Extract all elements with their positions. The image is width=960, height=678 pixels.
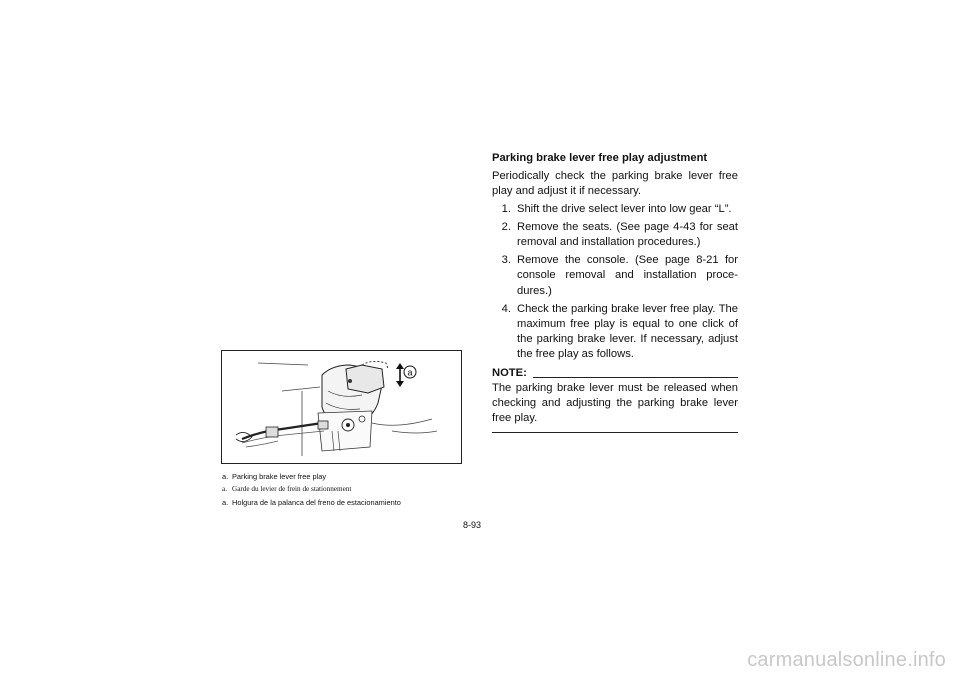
note-end-rule <box>492 432 738 433</box>
caption-fr <box>222 483 472 496</box>
step-number: 1. <box>501 202 511 215</box>
caption-es-text: Holgura de la palanca del freno de estacionamiento <box>232 498 401 507</box>
instructions-column <box>492 151 738 433</box>
brake-lever-drawing <box>222 351 461 463</box>
step-item <box>492 202 738 217</box>
step-item <box>492 220 738 250</box>
caption-es <box>222 496 472 509</box>
step-text: Shift the drive select lever into low gear “L”. <box>517 202 732 215</box>
caption-es-key: a. <box>222 498 229 507</box>
brake-lever-illustration <box>221 350 462 464</box>
step-text: Remove the console. (See page 8-21 for console removal and installation proce-dures.) <box>517 254 738 297</box>
step-text: Check the parking brake lever free play. The maximum free play is equal to one click of the parking brake lever. If necessary, adjust the free play as follows. <box>517 302 738 361</box>
step-number: 2. <box>501 220 511 233</box>
note-rule <box>533 377 738 378</box>
caption-en-text: Parking brake lever free play <box>232 472 327 481</box>
section-title: Parking brake lever free play adjustment <box>492 152 708 164</box>
page-number: 8-93 <box>463 520 482 530</box>
step-item <box>492 302 738 363</box>
caption-fr-text: Garde du levier de frein de stationnement <box>232 485 352 493</box>
caption-fr-key: a. <box>222 485 227 493</box>
note-label: NOTE: <box>492 366 527 379</box>
watermark: carmanualsonline.info <box>747 649 946 671</box>
step-item <box>492 253 738 299</box>
caption-en <box>222 470 472 483</box>
step-number: 4. <box>501 302 511 315</box>
step-number: 3. <box>501 254 511 267</box>
step-text: Remove the seats. (See page 4-43 for seat removal and installation procedures.) <box>517 220 738 249</box>
caption-en-key: a. <box>222 472 229 481</box>
note-header <box>492 366 738 381</box>
note-text: The parking brake lever must be released when checking and adjusting the parking brake lever free play. <box>492 381 738 425</box>
steps-list <box>492 202 738 363</box>
figure-captions <box>222 470 472 509</box>
callout-a-label: a <box>407 367 413 378</box>
section-intro: Periodically check the parking brake lever free play and adjust it if necessary. <box>492 170 738 198</box>
